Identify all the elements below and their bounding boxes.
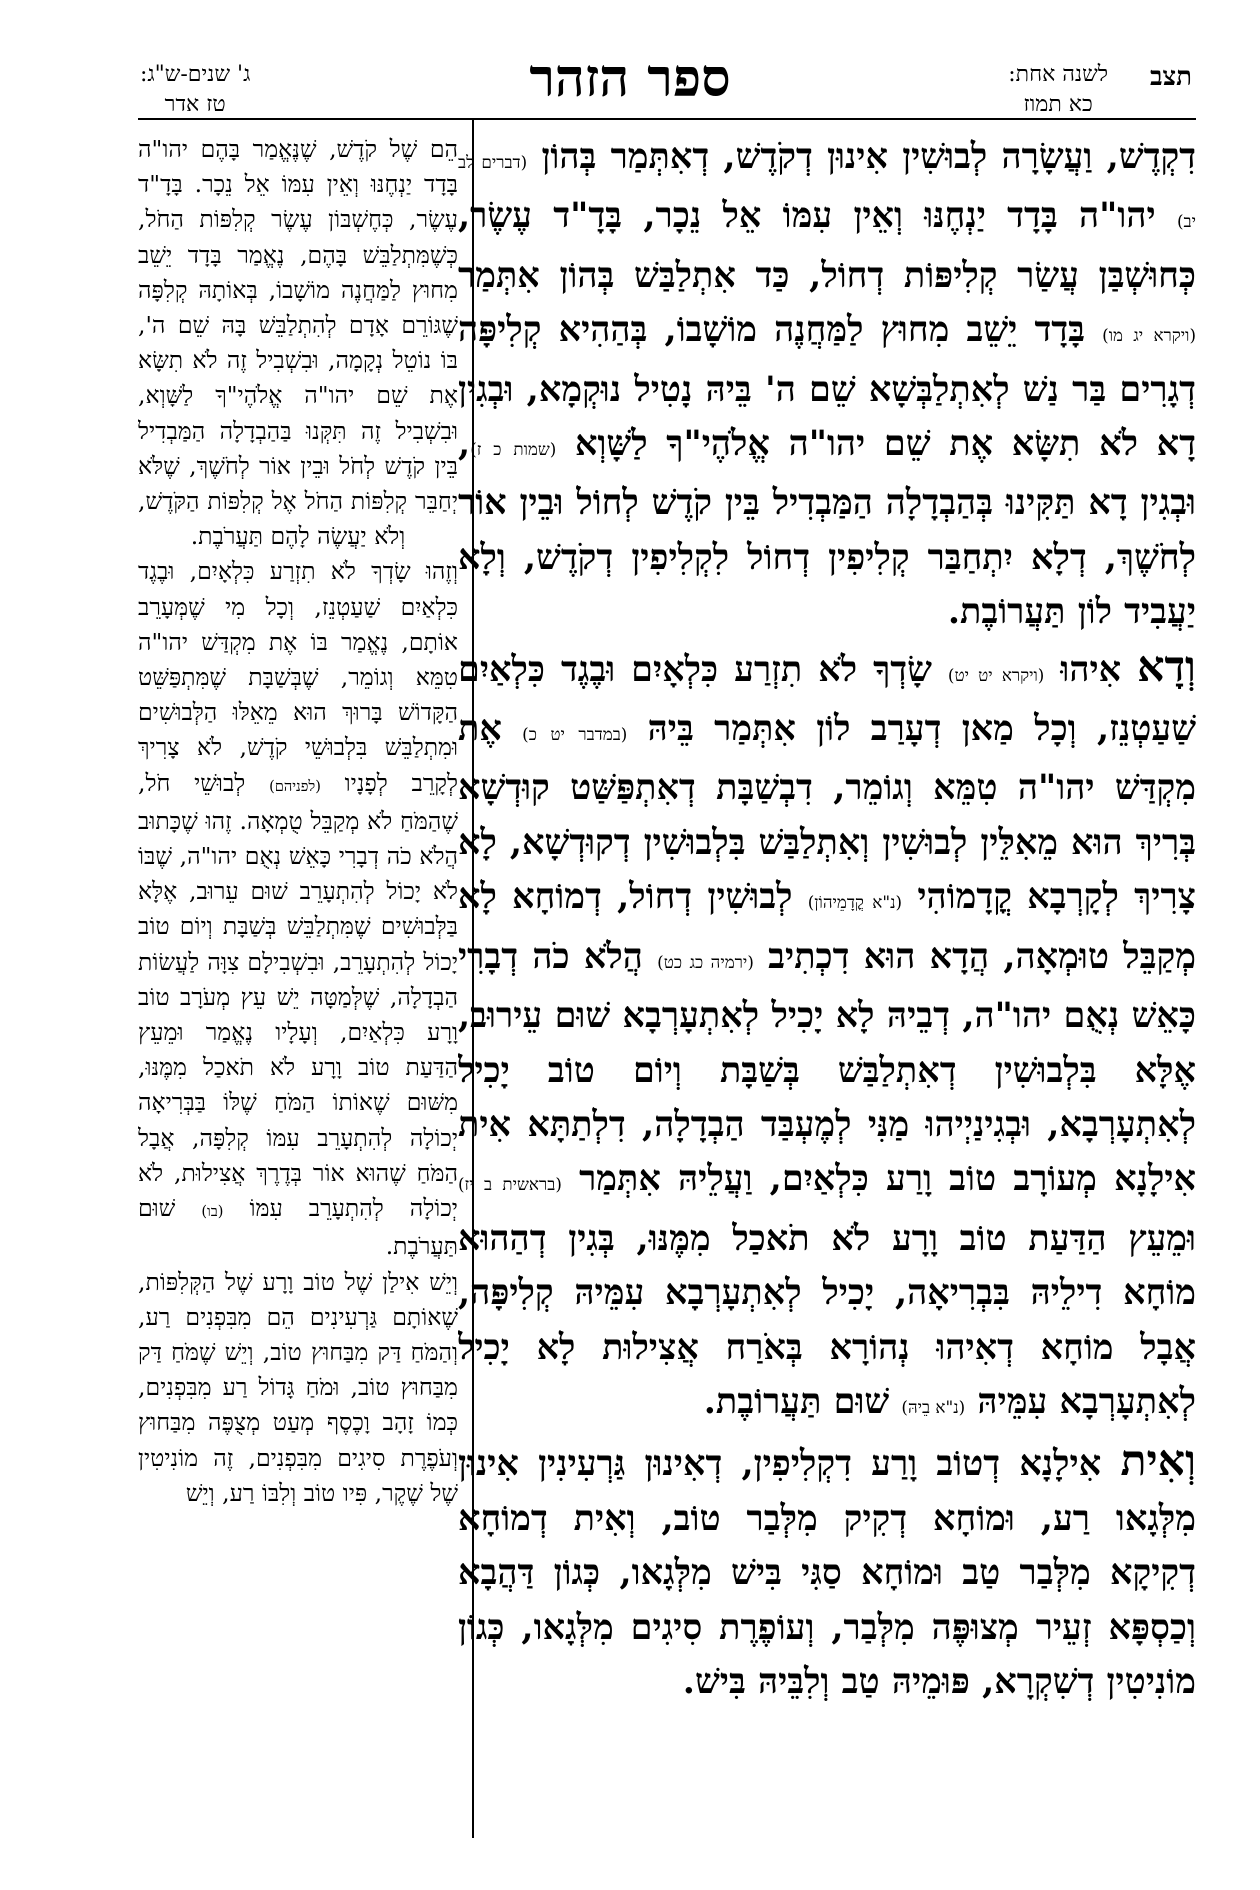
daily-study-three-years (140, 60, 250, 120)
text-run: לְבוּשִׁין דְחוֹל, דְמוֹחָא לָא מְקַבֵּל טוּמְאָה, הֲדָא הוּא דִכְתִיב (458, 876, 1196, 977)
text-run: אִילָנָא דְטוֹב וָרַע דִקְלִיפִין, דְאִינוּן גַּרְעִינִין אִינוּן מִלְּגָאו רַע, וּמוֹחָא דְקִיק מִלְּבַר טוֹב, וְאִית דְמוֹחָא דְקִיקָא מִלְּבַר טַב וּמוֹחָא סַגִּי בִּישׁ מִלְּגָאו, כְּגוֹן דַּהֲבָא וְכַסְפָּא זְעֵיר מְצוּפֶּה מִלְּבַר, וְעוֹפֶרֶת סִיגִים מִלְּגָאו, כְּגוֹן מוֹנִיטִין דְשִׁקְרָא, פּוּמֵיהּ טַב וְלִבֵּיהּ בִּישׁ. (458, 1443, 1196, 1702)
verse-reference: (בראשית ב יז) (458, 1174, 562, 1195)
text-run: שָׂדְךָ לֹא תִזְרַע כִּלְאָיִם וּבֶגֶד כִּלְאַיִם שַׁעַטְנֵז, וְכָל מַאן דְעָרַב לוֹן אִתְּמַר בֵּיהּ (458, 648, 1196, 750)
page-number: תצב (1149, 62, 1192, 92)
annual-label: לשנה אחת: (1008, 62, 1108, 87)
verse-reference: (ויקרא יט יט) (947, 664, 1045, 685)
paragraph (458, 640, 1196, 1435)
variant-reading: (נ"א בֵיהּ) (901, 1396, 966, 1417)
variant-reading: (בו) (201, 1203, 224, 1221)
hebrew-translation-column (138, 132, 458, 1832)
opening-word: וְדָא (1137, 641, 1196, 692)
verse-reference: (ירמיה כג כט) (657, 951, 754, 972)
variant-reading: (לפניהם) (269, 777, 321, 795)
paragraph (138, 554, 458, 1264)
text-run: בָּדָד יֵשֵׁב מִחוּץ לַמַּחֲנֶה מוֹשָׁבוֹ, בְּהַהִיא קְלִיפָּה דְגָרִים בַּר נַשׁ לְאִתְלַבְּשָׁא שֵׁם ה' בֵּיהּ נָטִיל נוּקְמָא, וּבְגִין דָא לֹא תִשָּׂא אֶת שֵׁם יהו"ה אֱלֹהֶי"ךָ לַשָּׁוְא (458, 309, 1196, 465)
text-run: אֶת מִקְדַּשׁ יהו"ה טִמֵּא וְגוֹמֵר, דִבְשַׁבָּת דְאִתְפַּשַּׁט קוּדְשָׁא בְּרִיךְ הוּא מֵאִלֵּין לְבוּשִׁין וְאִתְלַבַּשׁ בִּלְבוּשִׁין דְקוּדְשָׁא, לָא צָרִיךְ לְקָרְבָא קֳדָמוֹהִי (458, 708, 1196, 918)
annual-date: כא תמוז (1023, 92, 1093, 117)
text-run: דִקְדֶשׁ, וַעֲשָׂרָה לְבוּשִׁין אִינוּן דְקֹדֶשׁ, דְאִתְּמַר בְּהוֹן (541, 136, 1196, 177)
text-run: , וּבְגִין דָא תַּקִּינוּ בְּהַבְדָלָה הַמַּבְדִיל בֵּין קֹדֶשׁ לְחוֹל וּבֵין אוֹר לְחֹשֶׁךְ, דְלָא יִתְחַבַּר קְלִיפִין דְחוֹל לִקְלִיפִין דְקֹדֶשׁ, וְלָא יַעֲבִיד לוֹן תַּעֲרוֹבֶת. (458, 423, 1196, 633)
text-run: שׁוּם תַּעֲרוֹבֶת. (703, 1380, 890, 1422)
paragraph (458, 1434, 1196, 1709)
text-run: לְבוּשֵׁי חֹל, שֶׁהַמֹּחַ לֹא מְקַבֵּל טֻמְאָה. זֶהוּ שֶׁכָּתוּב הֲלֹא כֹה דְבָרִי כָּאֵשׁ נְאֻם יהו"ה, שֶׁבּוֹ לֹא יָכוֹל לְהִתְעָרֵב שׁוּם עֵרוּב, אֶלָּא בַּלְּבוּשִׁים שֶׁמִּתְלַבֵּשׁ בְּשַׁבָּת וְיוֹם טוֹב יָכוֹל לְהִתְעָרֵב, וּבִשְׁבִילָם צִוָּה לַעֲשׂוֹת הַבְדָלָה, שֶׁלְּמַטָּה יֵשׁ עֵץ מְעֹרָב טוֹב וָרָע כִּלְאַיִם, וְעָלָיו נֶאֱמַר וּמֵעֵץ הַדַּעַת טוֹב וָרָע לֹא תֹאכַל מִמֶּנּוּ, מִשּׁוּם שֶׁאוֹתוֹ הַמֹּחַ שֶׁלּוֹ בַּבְּרִיאָה יְכוֹלָה לְהִתְעָרֵב עִמּוֹ קְלִפָּה, אֲבָל הַמֹּחַ שֶׁהוּא אוֹר בְּדֶרֶךְ אֲצִילוּת, לֹא יְכוֹלָה לְהִתְעָרֵב עִמּוֹ (138, 768, 458, 1223)
verse-reference: (שמות כ ז) (470, 439, 557, 460)
three-years-label: ג' שנים-ש"ג: (140, 62, 251, 87)
header-rule (138, 118, 1196, 120)
text-run: וְזֶהוּ שָׂדְךָ לֹא תִזְרַע כִּלְאָיִם, וּבֶגֶד כִּלְאַיִם שַׁעַטְנֵז, וְכָל מִי שֶׁמְּעָרֵב אוֹתָם, נֶאֱמַר בּוֹ אֶת מִקְדַּשׁ יהו"ה טִמֵּא וְגוֹמֵר, שֶׁבְּשַׁבָּת שֶׁמִּתְפַּשֵּׁט הַקָּדוֹשׁ בָּרוּךְ הוּא מֵאֵלּוּ הַלְּבוּשִׁים וּמִתְלַבֵּשׁ בִּלְבוּשֵׁי קֹדֶשׁ, לֹא צָרִיךְ לְקָרֵב לְפָנָיו (138, 557, 458, 797)
paragraph: הֵם שֶׁל קֹדֶשׁ, שֶׁנֶּאֱמַר בָּהֶם יהו"ה בָּדָד יַנְחֶנּוּ וְאֵין עִמּוֹ אֵל נֵכָר. בָּדָ"ד עֶשֶׂר, כְּחֶשְׁבּוֹן עֶשֶׂר קְלִפּוֹת הַחֹל, כְּשֶׁמִּתְלַבֵּשׁ בָּהֶם, נֶאֱמַר בָּדָד יֵשֵׁב מִחוּץ לַמַּחֲנֶה מוֹשָׁבוֹ, בְּאוֹתָהּ קְלִפָּה שֶׁגּוֹרֵם אָדָם לְהִתְלַבֵּשׁ בָּהּ שֵׁם ה', בּוֹ נוֹטֵל נְקָמָה, וּבִשְׁבִיל זֶה לֹא תִשָּׂא אֶת שֵׁם יהו"ה אֱלֹהֶי"ךָ לַשָּׁוְא, וּבִשְׁבִיל זֶה תִּקְּנוּ בַּהַבְדָלָה הַמַּבְדִיל בֵּין קֹדֶשׁ לְחֹל וּבֵין אוֹר לְחֹשֶׁךְ, שֶׁלֹּא יְחַבֵּר קְלִפּוֹת הַחֹל אֶל קְלִפּוֹת הַקֹּדֶשׁ, וְלֹא יַעֲשֶׂה לָהֶם תַּעֲרֹבֶת. (138, 135, 458, 551)
book-title: ספר הזהר (529, 48, 731, 109)
verse-reference: (ויקרא יג מו) (1102, 325, 1196, 346)
paragraph (458, 130, 1196, 640)
verse-reference: (דברים לב יב) (458, 152, 1196, 232)
three-years-date: טז אדר (164, 92, 226, 117)
aramaic-text-column (458, 130, 1196, 1830)
variant-reading: (נ"א קֳדָמֵיהוֹן) (807, 892, 903, 913)
opening-word: וְאִית (1120, 1436, 1196, 1487)
verse-reference: (במדבר יט כ) (522, 724, 628, 745)
page-header (0, 0, 1260, 120)
text-run: שׁוּם תַּעֲרֹבֶת. (138, 1194, 458, 1261)
text-run: הֲלֹא כֹה דְבָרִי כָּאֵשׁ נְאֻם יהו"ה, דְבֵיהּ לָא יָכִיל לְאִתְעָרְבָא שׁוּם עֵירוּב, אֶלָּא בִּלְבוּשִׁין דְאִתְלַבַּשׁ בְּשַׁבָּת וְיוֹם טוֹב יָכִיל לְאִתְעָרְבָא, וּבְגִינַיְיהוּ מַנִּי לְמֶעְבַּד הַבְדָלָה, דִלְתַתָּא אִית אִילָנָא מְעוֹרָב טוֹב וָרַע כִּלְאַיִם, וַעֲלֵיהּ אִתְּמַר (458, 935, 1196, 1200)
paragraph: וְיֵשׁ אִילַן שֶׁל טוֹב וָרָע שֶׁל הַקְּלִפּוֹת, שֶׁאוֹתָם גַּרְעִינִים הֵם מִבִּפְנִים רַע, וְהַמֹּחַ דַּק מִבַּחוּץ טוֹב, וְיֵשׁ שֶׁמֹּחַ דַּק מִבַּחוּץ טוֹב, וּמֹחַ גָּדוֹל רַע מִבִּפְנִים, כְּמוֹ זָהָב וָכֶסֶף מְעַט מְצֻפֶּה מִבַּחוּץ וְעֹפֶרֶת סִיגִים מִבִּפְנִים, זֶה מוֹנִיטִין שֶׁל שֶׁקֶר, פִּיו טוֹב וְלִבּוֹ רַע, וְיֵשׁ (138, 1267, 458, 1507)
text-run: וּמֵעֵץ הַדַּעַת טוֹב וָרָע לֹא תֹאכַל מִמֶּנּוּ, בְּגִין דְהַהוּא מוֹחָא דִילֵיהּ בִּבְרִיאָה, יָכִיל לְאִתְעָרְבָא עִמֵּיהּ קְלִיפָּה, אֲבָל מוֹחָא דְאִיהוּ נְהוֹרָא בְּאֹרַח אֲצִילוּת לָא יָכִיל לְאִתְעָרְבָא עִמֵּיהּ (458, 1217, 1196, 1422)
text-run: אִיהוּ (1060, 648, 1122, 690)
text-run: יהו"ה בָּדָד יַנְחֶנּוּ וְאֵין עִמּוֹ אֵל נֵכָר, בָּדָ"ד עֶשֶׂר, כְּחוּשְׁבַּן עֲשַׂר קְלִיפּוֹת דְחוֹל, כַּד אִתְלַבַּשׁ בְּהוֹן אִתְּמַר (458, 195, 1196, 296)
